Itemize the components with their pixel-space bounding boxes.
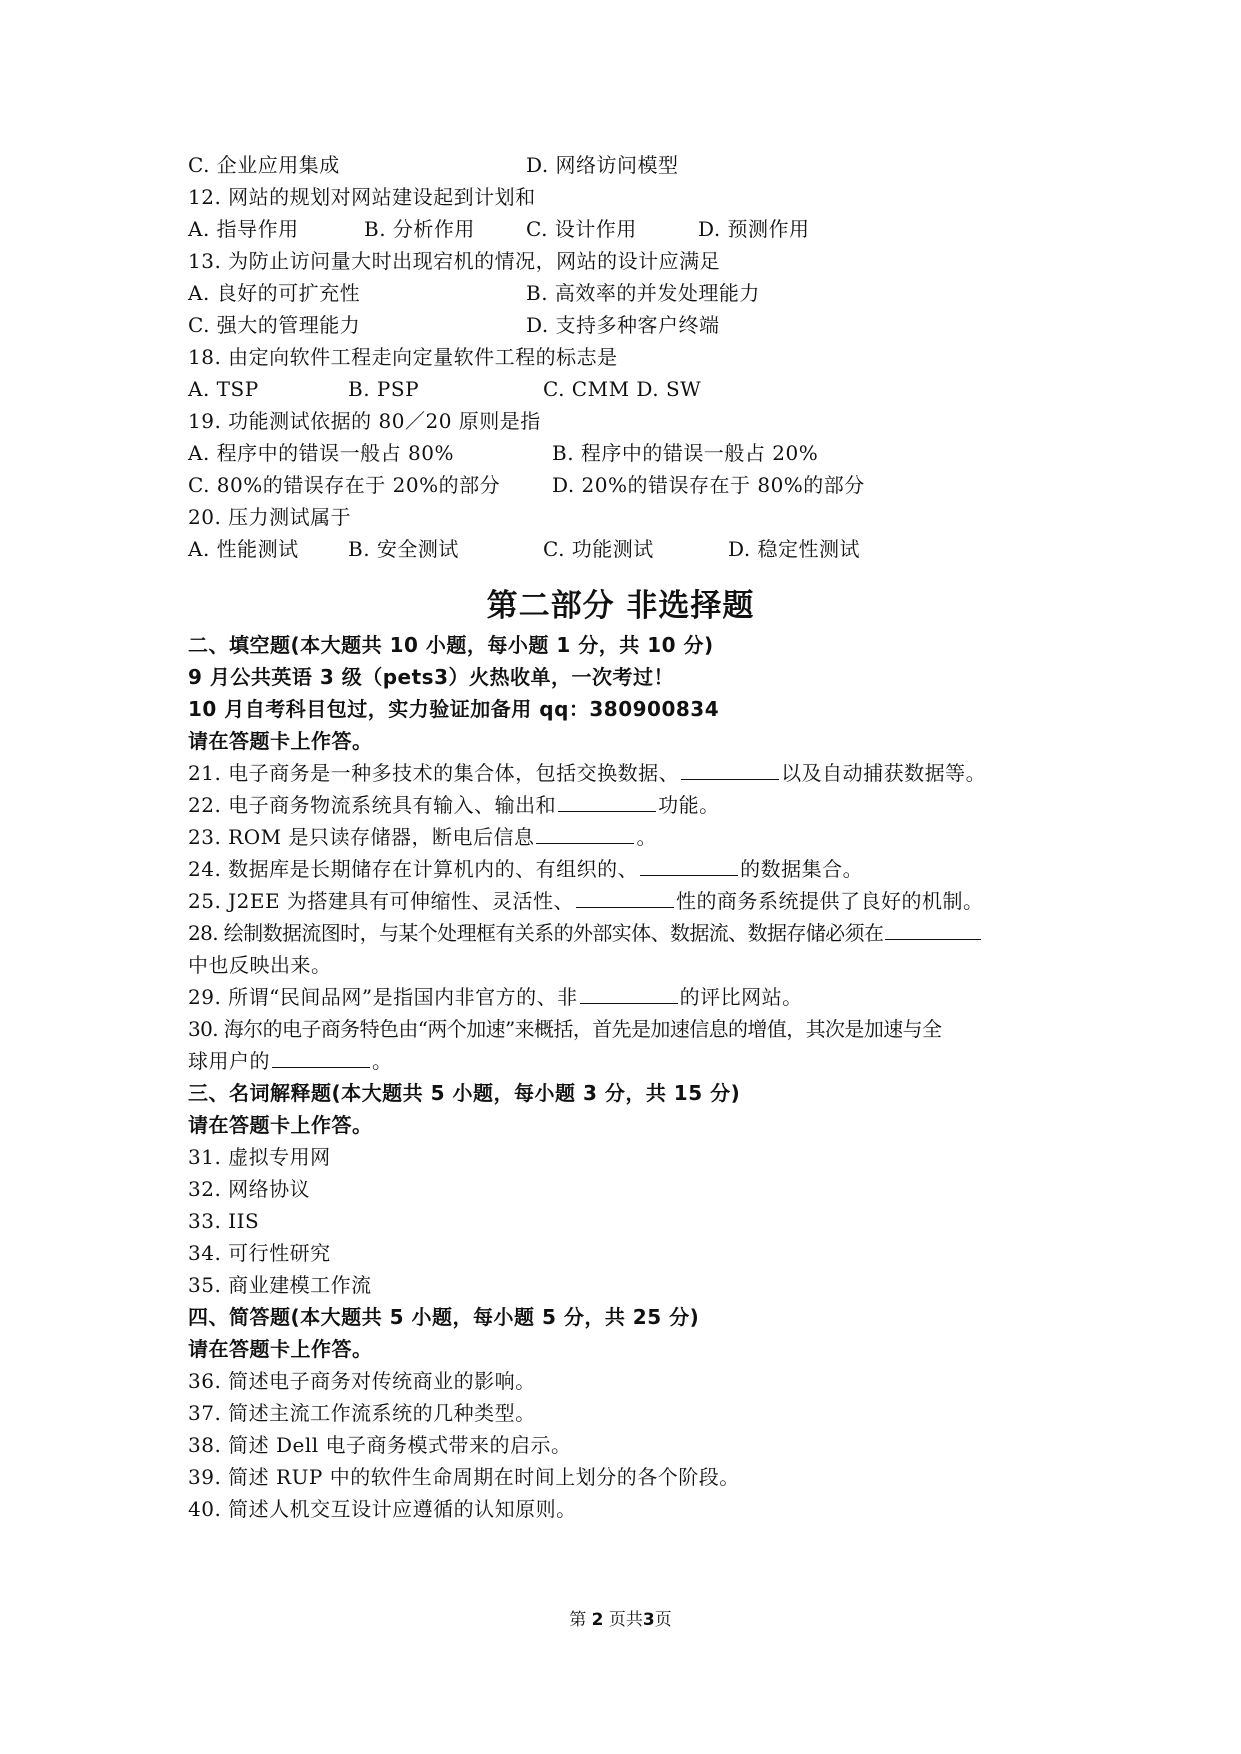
q12-option-a: A. 指导作用 (188, 217, 299, 241)
q19-option-d: D. 20%的错误存在于 80%的部分 (552, 473, 865, 497)
q22-text-before: 22. 电子商务物流系统具有输入、输出和 (188, 793, 557, 817)
q30-continued (188, 1046, 393, 1076)
short-item: 38. 简述 Dell 电子商务模式带来的启示。 (188, 1433, 572, 1457)
q29-text-after: 的评比网站。 (679, 985, 803, 1009)
q20-option-b: B. 安全测试 (348, 537, 459, 561)
q28-continued: 中也反映出来。 (188, 953, 332, 977)
q25-text-after: 性的商务系统提供了良好的机制。 (675, 889, 984, 913)
short-item: 39. 简述 RUP 中的软件生命周期在时间上划分的各个阶段。 (188, 1465, 740, 1489)
q18-option-cd: C. CMM D. SW (543, 377, 702, 401)
q18-option-b: B. PSP (348, 377, 420, 401)
page-footer (0, 1608, 1241, 1632)
q24-blank (640, 855, 738, 876)
q19-stem: 19. 功能测试依据的 80／20 原则是指 (188, 409, 541, 433)
term-item: 33. IIS (188, 1209, 260, 1233)
q13-option-c: C. 强大的管理能力 (188, 313, 361, 337)
q19-option-a: A. 程序中的错误一般占 80% (188, 441, 454, 465)
term-item: 32. 网络协议 (188, 1177, 311, 1201)
q24-text-after: 的数据集合。 (740, 857, 864, 881)
q11-option-c: C. 企业应用集成 (188, 153, 340, 177)
term-item: 31. 虚拟专用网 (188, 1145, 331, 1169)
short-item: 40. 简述人机交互设计应遵循的认知原则。 (188, 1497, 577, 1521)
q13-option-b: B. 高效率的并发处理能力 (526, 281, 760, 305)
q23-text-before: 23. ROM 是只读存储器，断电后信息 (188, 825, 535, 849)
q20-option-d: D. 稳定性测试 (728, 537, 861, 561)
q30-text-before: 球用户的 (188, 1049, 270, 1073)
footer-page-number: 2 (591, 1610, 604, 1630)
fill-instruction: 请在答题卡上作答。 (188, 729, 373, 753)
q25-blank (576, 887, 674, 908)
q23-blank (536, 823, 634, 844)
q22 (188, 790, 720, 820)
q13-option-d: D. 支持多种客户终端 (526, 313, 720, 337)
q19-option-c: C. 80%的错误存在于 20%的部分 (188, 473, 501, 497)
footer-middle: 页共 (608, 1610, 643, 1630)
promo-line-2: 10 月自考科目包过，实力验证加备用 qq：380900834 (188, 697, 720, 721)
q22-blank (558, 791, 656, 812)
short-item: 36. 简述电子商务对传统商业的影响。 (188, 1369, 536, 1393)
term-item: 34. 可行性研究 (188, 1241, 331, 1265)
q18-option-a: A. TSP (188, 377, 259, 401)
q19-option-b: B. 程序中的错误一般占 20% (552, 441, 819, 465)
fill-heading: 二、填空题(本大题共 10 小题，每小题 1 分，共 10 分) (188, 633, 714, 657)
footer-prefix: 第 (569, 1610, 587, 1630)
q20-stem: 20. 压力测试属于 (188, 505, 352, 529)
q25 (188, 886, 983, 916)
terms-instruction: 请在答题卡上作答。 (188, 1113, 373, 1137)
q12-option-d: D. 预测作用 (698, 217, 810, 241)
q28 (188, 918, 983, 948)
q29-text-before: 29. 所谓“民间品网”是指国内非官方的、非 (188, 985, 578, 1009)
q12-option-b: B. 分析作用 (364, 217, 475, 241)
promo-line-1: 9 月公共英语 3 级（pets3）火热收单，一次考过！ (188, 665, 674, 689)
footer-suffix: 页 (654, 1610, 672, 1630)
q23-text-after: 。 (636, 825, 657, 849)
q21-text-before: 21. 电子商务是一种多技术的集合体，包括交换数据、 (188, 761, 680, 785)
q29-blank (580, 983, 678, 1004)
q12-option-c: C. 设计作用 (526, 217, 637, 241)
q20-option-c: C. 功能测试 (543, 537, 654, 561)
q30: 30. 海尔的电子商务特色由“两个加速”来概括，首先是加速信息的增值，其次是加速与全 (188, 1017, 942, 1041)
q11-option-d: D. 网络访问模型 (526, 153, 679, 177)
q30-text-after: 。 (372, 1049, 393, 1073)
q21-text-after: 以及自动捕获数据等。 (781, 761, 987, 785)
q29 (188, 982, 803, 1012)
q22-text-after: 功能。 (658, 793, 720, 817)
q23 (188, 822, 657, 852)
term-item: 35. 商业建模工作流 (188, 1273, 372, 1297)
q13-option-a: A. 良好的可扩充性 (188, 281, 361, 305)
part2-title: 第二部分 非选择题 (486, 588, 755, 624)
q21 (188, 758, 986, 788)
terms-heading: 三、名词解释题(本大题共 5 小题，每小题 3 分，共 15 分) (188, 1081, 741, 1105)
q25-text-before: 25. J2EE 为搭建具有可伸缩性、灵活性、 (188, 889, 574, 913)
q18-stem: 18. 由定向软件工程走向定量软件工程的标志是 (188, 345, 618, 369)
q24 (188, 854, 863, 884)
q28-text-before: 28. 绘制数据流图时，与某个处理框有关系的外部实体、数据流、数据存储必须在 (188, 921, 884, 945)
short-item: 37. 简述主流工作流系统的几种类型。 (188, 1401, 536, 1425)
q20-option-a: A. 性能测试 (188, 537, 299, 561)
short-instruction: 请在答题卡上作答。 (188, 1337, 373, 1361)
short-heading: 四、简答题(本大题共 5 小题，每小题 5 分，共 25 分) (188, 1305, 700, 1329)
footer-total-pages: 3 (642, 1610, 655, 1630)
q12-stem: 12. 网站的规划对网站建设起到计划和 (188, 185, 536, 209)
q13-stem: 13. 为防止访问量大时出现宕机的情况，网站的设计应满足 (188, 249, 721, 273)
q21-blank (681, 759, 779, 780)
q24-text-before: 24. 数据库是长期储存在计算机内的、有组织的、 (188, 857, 639, 881)
q28-blank (885, 919, 981, 940)
q30-blank (272, 1047, 370, 1068)
